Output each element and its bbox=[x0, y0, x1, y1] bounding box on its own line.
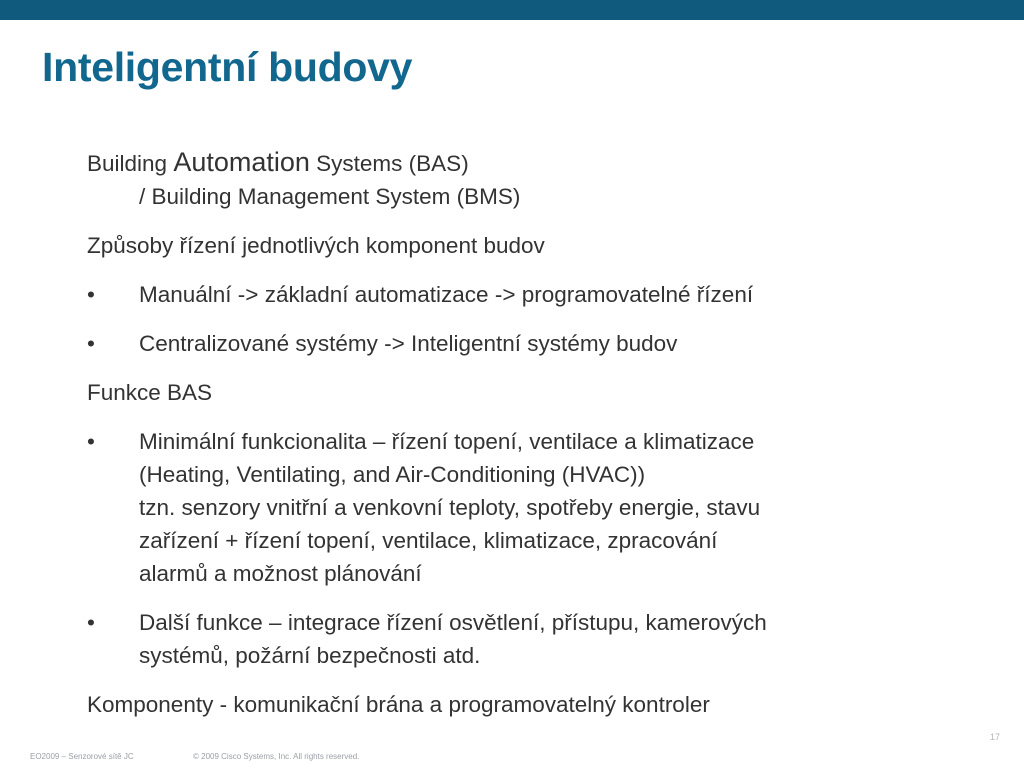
bullet-text bbox=[139, 425, 967, 590]
bas-emphasis: Automation bbox=[173, 147, 310, 177]
section-control-methods: Způsoby řízení jednotlivých komponent budov bbox=[87, 233, 545, 258]
bullet-marker: • bbox=[87, 610, 95, 635]
footer-copyright: © 2009 Cisco Systems, Inc. All rights reserved. bbox=[193, 752, 360, 761]
page-number: 17 bbox=[989, 732, 1000, 742]
bullet-line: Další funkce – integrace řízení osvětlení, přístupu, kamerových bbox=[139, 610, 767, 635]
bullet-marker: • bbox=[87, 429, 95, 454]
bms-continuation: / Building Management System (BMS) bbox=[139, 184, 521, 209]
section-bas-functions: Funkce BAS bbox=[87, 380, 213, 405]
bullet-line: alarmů a možnost plánování bbox=[139, 561, 422, 586]
slide-content bbox=[87, 146, 967, 737]
bas-prefix: Building bbox=[87, 151, 174, 176]
bullet-text: Centralizované systémy -> Inteligentní systémy budov bbox=[139, 331, 678, 356]
bullet-line: zařízení + řízení topení, ventilace, klimatizace, zpracování bbox=[139, 528, 718, 553]
bullet-item-minimal-functionality bbox=[87, 425, 967, 590]
bullet-text: Manuální -> základní automatizace -> programovatelné řízení bbox=[139, 282, 754, 307]
bullet-item bbox=[87, 327, 967, 360]
bullet-line: Minimální funkcionalita – řízení topení, ventilace a klimatizace bbox=[139, 429, 755, 454]
footer-course: EO2009 – Senzorové sítě JC bbox=[30, 752, 134, 761]
slide-title: Inteligentní budovy bbox=[42, 44, 413, 90]
bullet-item-other-functions bbox=[87, 606, 967, 672]
top-accent-bar bbox=[0, 0, 1024, 20]
bas-definition bbox=[87, 146, 967, 213]
bullet-line: (Heating, Ventilating, and Air-Conditioning (HVAC)) bbox=[139, 462, 646, 487]
bullet-line: tzn. senzory vnitřní a venkovní teploty, spotřeby energie, stavu bbox=[139, 495, 761, 520]
bullet-item bbox=[87, 278, 967, 311]
bas-suffix: Systems (BAS) bbox=[309, 151, 469, 176]
bullet-marker: • bbox=[87, 331, 95, 356]
components-line: Komponenty - komunikační brána a programovatelný kontroler bbox=[87, 692, 710, 717]
bullet-text bbox=[139, 606, 967, 672]
bullet-marker: • bbox=[87, 282, 95, 307]
bullet-line: systémů, požární bezpečnosti atd. bbox=[139, 643, 481, 668]
